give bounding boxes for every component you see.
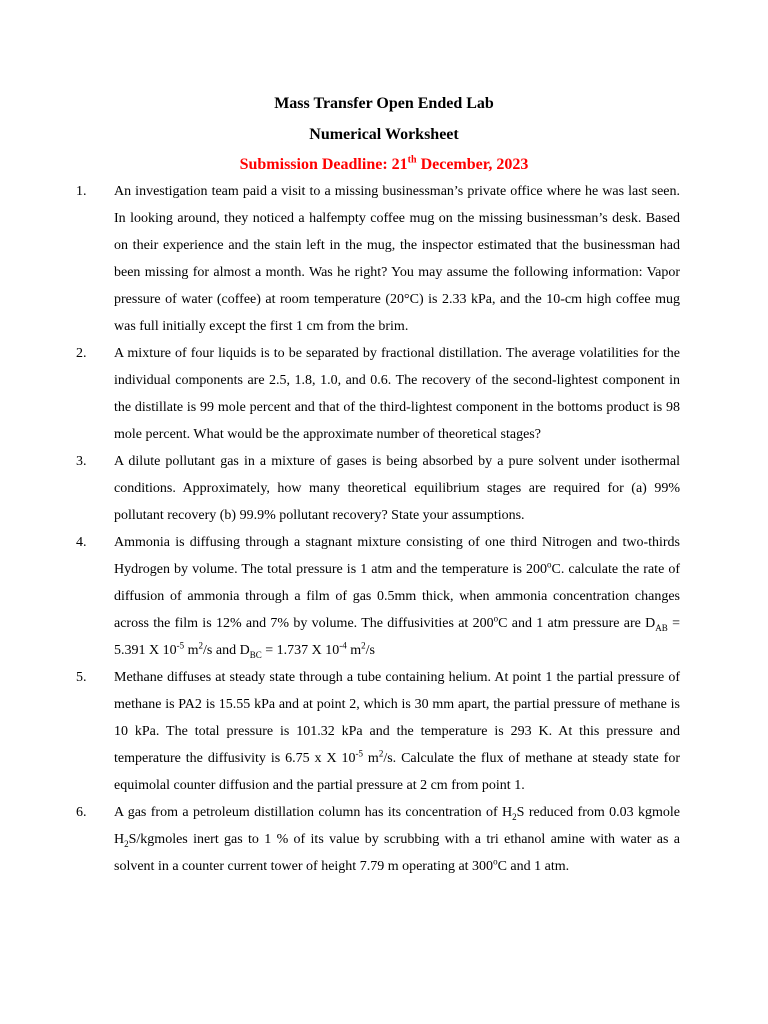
question-3: [76, 448, 680, 529]
question-number: 4.: [76, 535, 87, 550]
question-number: 3.: [76, 454, 87, 469]
submission-deadline: [0, 155, 768, 175]
question-number: 6.: [76, 805, 87, 820]
deadline-prefix: Submission Deadline: 21: [239, 156, 408, 173]
question-text: A dilute pollutant gas in a mixture of gases is being absorbed by a pure solvent under isothermal conditions. Approximately, how many theoretical equilibrium stages are required for (a) 99% pollutant recovery (b) 99.9% pollutant recovery? State your assumptions.: [114, 454, 680, 523]
question-number: 5.: [76, 670, 87, 685]
question-1: [76, 178, 680, 340]
question-text: A gas from a petroleum distillation column has its concentration of $H_2S$ reduced from 0.03 kgmole $H_2S$/kgmoles inert gas to 1 % of its value by scrubbing with a tri ethanol amine with water as a solvent in a counter current tower of height 7.79 m operating at 300$^o$C and 1 atm.: [114, 805, 681, 874]
question-number: 1.: [76, 184, 87, 199]
question-5: [76, 664, 680, 799]
question-2: [76, 340, 680, 448]
question-text: Ammonia is diffusing through a stagnant mixture consisting of one third Nitrogen and two-thirds Hydrogen by volume. The total pressure is 1 atm and the temperature is 200$^o$C. calculate the rate of diffusion of ammonia through a film of gas 0.5mm thick, when ammonia concentration changes across the film is 12% and 7% by volume. The diffusivities at 200$^o$C and 1 atm pressure are $D_{AB} = 5.391$ X $10^{-5}$ $m^2/s$ and $D_{BC} = 1.737$ X $10^{-4}$ $m^2/s$: [114, 535, 680, 660]
question-6: [76, 799, 680, 880]
question-4: [76, 529, 680, 664]
deadline-suffix: December, 2023: [416, 156, 529, 173]
document-title: Mass Transfer Open Ended Lab: [274, 95, 494, 112]
question-text: An investigation team paid a visit to a missing businessman’s private office where he was last seen. In looking around, they noticed a halfempty coffee mug on the missing businessman’s desk. Based on their experience and the stain left in the mug, the inspector estimated that the businessman had been missing for almost a month. Was he right? You may assume the following information: Vapor pressure of water (coffee) at room temperature (20°C) is 2.33 kPa, and the 10-cm high coffee mug was full initially except the first 1 cm from the brim.: [114, 184, 680, 334]
question-list: [76, 178, 680, 880]
document-subtitle: Numerical Worksheet: [309, 126, 459, 143]
question-text: A mixture of four liquids is to be separated by fractional distillation. The average volatilities for the individual components are 2.5, 1.8, 1.0, and 0.6. The recovery of the second-lightest component in the distillate is 99 mole percent and that of the third-lightest component in the bottoms product is 98 mole percent. What would be the approximate number of theoretical stages?: [114, 346, 680, 442]
deadline-sup: th: [407, 154, 417, 166]
question-number: 2.: [76, 346, 87, 361]
question-text: Methane diffuses at steady state through a tube containing helium. At point 1 the partial pressure of methane is PA2 is 15.55 kPa and at point 2, which is 30 mm apart, the partial pressure of methane is 10 kPa. The total pressure is 101.32 kPa and the temperature is 293 K. At this pressure and temperature the diffusivity is 6.75 x X $10^{-5}$ $m^2/s$. Calculate the flux of methane at steady state for equimolal counter diffusion and the partial pressure at 2 cm from point 1.: [114, 670, 680, 793]
